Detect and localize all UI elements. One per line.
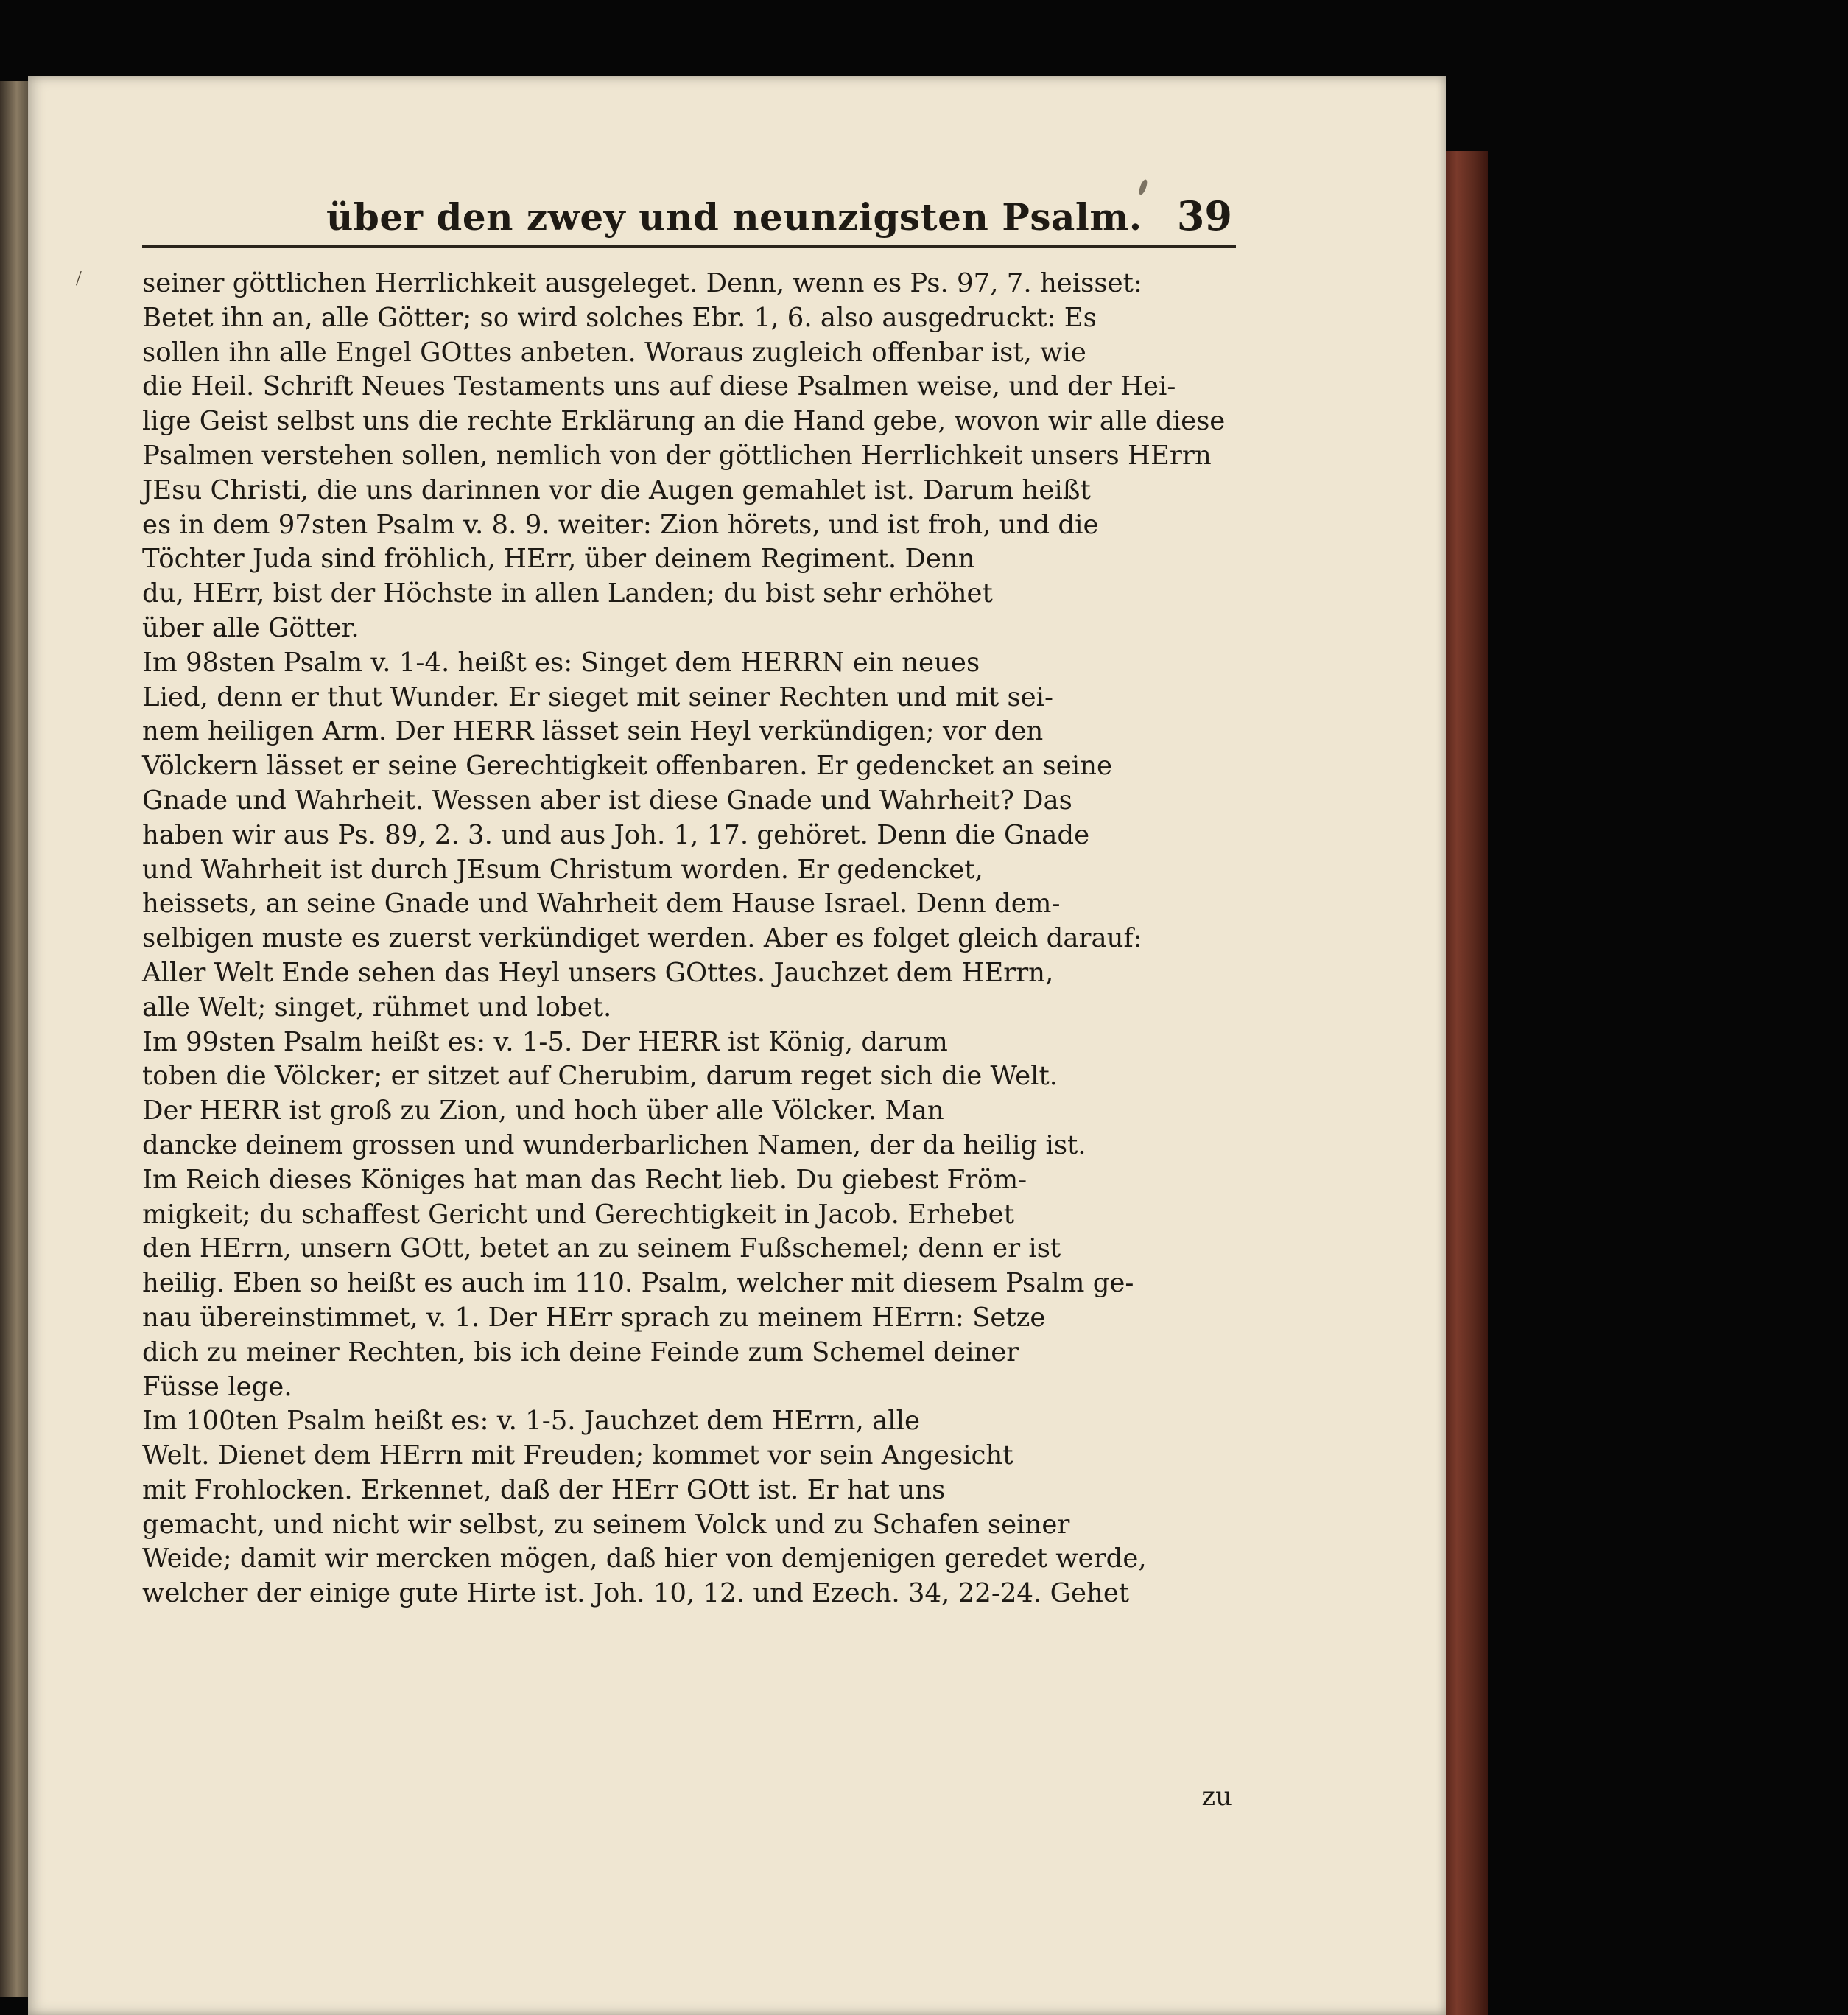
text-line: migkeit; du schaffest Gericht und Gerechtigkeit in Jacob. Erhebet [142,1199,1014,1230]
text-line: lige Geist selbst uns die rechte Erklärung an die Hand gebe, wovon wir alle diese [142,406,1226,437]
text-line: nem heiligen Arm. Der HERR lässet sein Heyl verkündigen; vor den [142,716,1044,747]
text-line: mit Frohlocken. Erkennet, daß der HErr GOtt ist. Er hat uns [142,1474,946,1505]
text-line: selbigen muste es zuerst verkündiget werden. Aber es folget gleich darauf: [142,923,1142,954]
text-line: Gnade und Wahrheit. Wessen aber ist diese Gnade und Wahrheit? Das [142,785,1072,816]
text-line: sollen ihn alle Engel GOttes anbeten. Woraus zugleich offenbar ist, wie [142,337,1086,368]
text-line: welcher der einige gute Hirte ist. Joh. 10, 12. und Ezech. 34, 22-24. Gehet [142,1578,1130,1609]
text-line: Betet ihn an, alle Götter; so wird solches Ebr. 1, 6. also ausgedruckt: Es [142,302,1097,333]
text-line: Völckern lässet er seine Gerechtigkeit offenbaren. Er gedencket an seine [142,751,1112,782]
previous-page-edge [0,81,28,1997]
text-line: Im Reich dieses Königes hat man das Recht lieb. Du giebest Fröm- [142,1164,1027,1195]
text-line: über alle Götter. [142,612,359,643]
text-line: Füsse lege. [142,1371,292,1402]
text-block [142,186,1236,1812]
text-line: Welt. Dienet dem HErrn mit Freuden; kommet vor sein Angesicht [142,1440,1013,1471]
text-line: Psalmen verstehen sollen, nemlich von der göttlichen Herrlichkeit unsers HErrn [142,440,1212,471]
page-number: 39 [1176,192,1232,239]
text-line: Weide; damit wir mercken mögen, daß hier von demjenigen geredet werde, [142,1543,1147,1574]
page-header [142,186,1236,248]
text-line: Aller Welt Ende sehen das Heyl unsers GOttes. Jauchzet dem HErrn, [142,957,1054,988]
text-line: haben wir aus Ps. 89, 2. 3. und aus Joh. 1, 17. gehöret. Denn die Gnade [142,819,1090,850]
text-line: Töchter Juda sind fröhlich, HErr, über deinem Regiment. Denn [142,544,975,575]
text-line: du, HErr, bist der Höchste in allen Landen; du bist sehr erhöhet [142,578,993,609]
text-line: Lied, denn er thut Wunder. Er sieget mit seiner Rechten und mit sei- [142,681,1054,712]
text-line: heilig. Eben so heißt es auch im 110. Psalm, welcher mit diesem Psalm ge- [142,1268,1134,1299]
text-line: Im 100ten Psalm heißt es: v. 1-5. Jauchzet dem HErrn, alle [142,1406,920,1437]
book-cover-edge [1440,151,1488,2015]
text-line: heissets, an seine Gnade und Wahrheit dem Hause Israel. Denn dem- [142,889,1061,919]
book-page [28,76,1446,2015]
catchword: zu [1201,1781,1232,1812]
text-line: seiner göttlichen Herrlichkeit ausgeleget. Denn, wenn es Ps. 97, 7. heisset: [142,268,1142,298]
text-line: die Heil. Schrift Neues Testaments uns auf diese Psalmen weise, und der Hei- [142,371,1176,402]
text-line: Im 99sten Psalm heißt es: v. 1-5. Der HERR ist König, darum [142,1026,948,1057]
text-line: JEsu Christi, die uns darinnen vor die Augen gemahlet ist. Darum heißt [142,474,1091,505]
text-line: es in dem 97sten Psalm v. 8. 9. weiter: Zion hörets, und ist froh, und die [142,509,1099,540]
text-line: Im 98sten Psalm v. 1-4. heißt es: Singet dem HERRN ein neues [142,647,980,678]
margin-mark: / [76,267,82,290]
body-text [142,267,1236,1611]
text-line: und Wahrheit ist durch JEsum Christum worden. Er gedencket, [142,854,983,885]
text-line: gemacht, und nicht wir selbst, zu seinem Volck und zu Schafen seiner [142,1509,1070,1540]
running-title: über den zwey und neunzigsten Psalm. [326,195,1142,239]
text-line: dancke deinem grossen und wunderbarlichen Namen, der da heilig ist. [142,1129,1086,1160]
text-line: alle Welt; singet, rühmet und lobet. [142,992,612,1023]
text-line: toben die Völcker; er sitzet auf Cherubim, darum reget sich die Welt. [142,1061,1058,1092]
text-line: Der HERR ist groß zu Zion, und hoch über alle Völcker. Man [142,1096,944,1126]
text-line: dich zu meiner Rechten, bis ich deine Feinde zum Schemel deiner [142,1336,1019,1367]
text-line: nau übereinstimmet, v. 1. Der HErr sprach zu meinem HErrn: Setze [142,1302,1046,1333]
text-line: den HErrn, unsern GOtt, betet an zu seinem Fußschemel; denn er ist [142,1233,1061,1264]
